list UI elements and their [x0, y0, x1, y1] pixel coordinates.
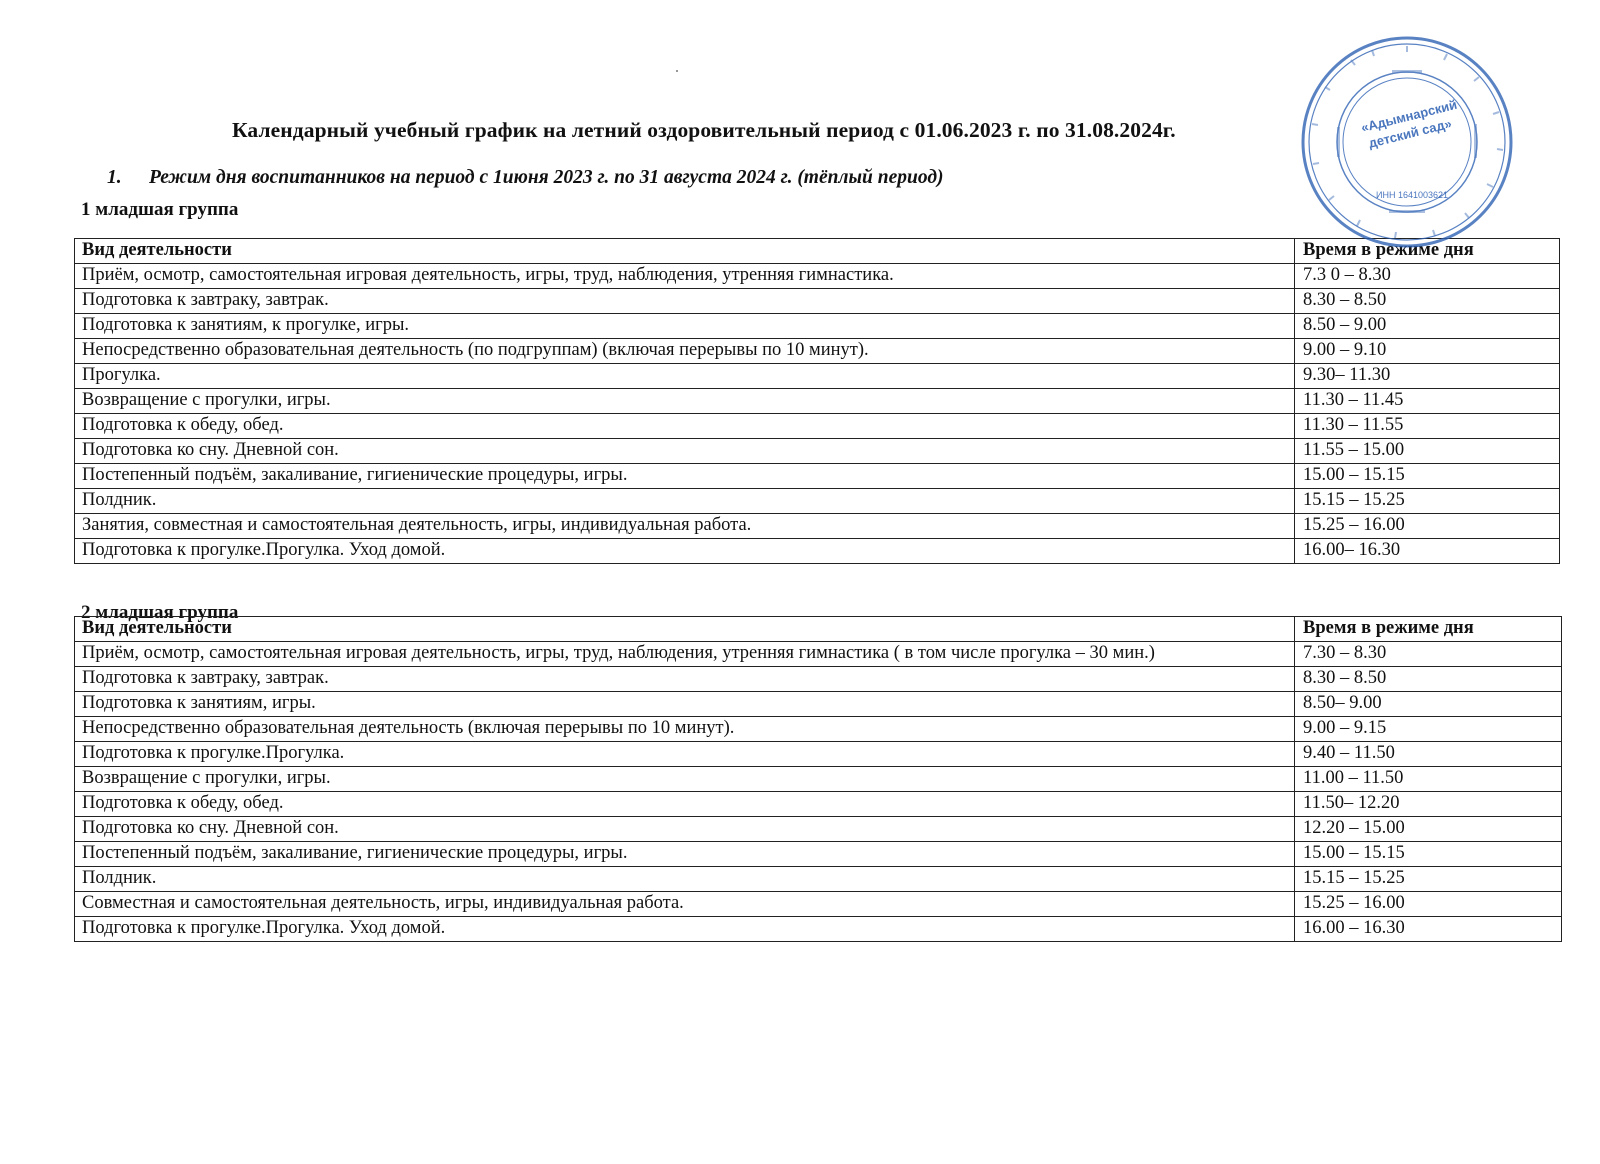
table-row: [75, 539, 1560, 564]
activity-cell: Подготовка к прогулке.Прогулка. Уход домой.: [75, 917, 1295, 942]
activity-cell: Подготовка к занятиям, к прогулке, игры.: [75, 314, 1295, 339]
activity-cell: Занятия, совместная и самостоятельная деятельность, игры, индивидуальная работа.: [75, 514, 1295, 539]
time-cell: 7.3 0 – 8.30: [1295, 264, 1560, 289]
activity-cell: Подготовка к завтраку, завтрак.: [75, 667, 1295, 692]
activity-cell: Непосредственно образовательная деятельность (по подгруппам) (включая перерывы по 10 минут).: [75, 339, 1295, 364]
activity-cell: Полдник.: [75, 867, 1295, 892]
time-cell: 11.30 – 11.55: [1295, 414, 1560, 439]
table-row: [75, 692, 1562, 717]
activity-cell: Постепенный подъём, закаливание, гигиенические процедуры, игры.: [75, 464, 1295, 489]
time-cell: 8.30 – 8.50: [1295, 667, 1562, 692]
time-cell: 15.00 – 15.15: [1295, 464, 1560, 489]
time-cell: 15.25 – 16.00: [1295, 892, 1562, 917]
section-number: 1.: [107, 167, 122, 188]
table-row: [75, 489, 1560, 514]
group-1-label: 1 младшая группа: [81, 199, 239, 220]
section-title: Режим дня воспитанников на период с 1июня 2023 г. по 31 августа 2024 г. (тёплый период): [149, 167, 944, 188]
activity-cell: Подготовка к прогулке.Прогулка.: [75, 742, 1295, 767]
time-cell: 8.50 – 9.00: [1295, 314, 1560, 339]
time-cell: 9.00 – 9.10: [1295, 339, 1560, 364]
group-2-schedule-table: [74, 616, 1562, 942]
activity-cell: Подготовка к обеду, обед.: [75, 792, 1295, 817]
activity-cell: Подготовка к занятиям, игры.: [75, 692, 1295, 717]
time-cell: 12.20 – 15.00: [1295, 817, 1562, 842]
time-cell: 8.50– 9.00: [1295, 692, 1562, 717]
table-row: [75, 817, 1562, 842]
section-heading: [107, 167, 944, 189]
time-cell: 11.55 – 15.00: [1295, 439, 1560, 464]
activity-cell: Подготовка к завтраку, завтрак.: [75, 289, 1295, 314]
activity-cell: Подготовка к прогулке.Прогулка. Уход домой.: [75, 539, 1295, 564]
activity-cell: Приём, осмотр, самостоятельная игровая деятельность, игры, труд, наблюдения, утренняя гимнастика.: [75, 264, 1295, 289]
activity-cell: Постепенный подъём, закаливание, гигиенические процедуры, игры.: [75, 842, 1295, 867]
table-row: [75, 892, 1562, 917]
table-row: [75, 767, 1562, 792]
time-cell: 7.30 – 8.30: [1295, 642, 1562, 667]
activity-cell: Прогулка.: [75, 364, 1295, 389]
table-row: [75, 717, 1562, 742]
table-row: [75, 339, 1560, 364]
time-cell: 16.00– 16.30: [1295, 539, 1560, 564]
table-row: [75, 314, 1560, 339]
time-column-header: Время в режиме дня: [1295, 239, 1560, 264]
activity-cell: Возвращение с прогулки, игры.: [75, 389, 1295, 414]
time-cell: 8.30 – 8.50: [1295, 289, 1560, 314]
time-cell: 9.00 – 9.15: [1295, 717, 1562, 742]
time-cell: 11.50– 12.20: [1295, 792, 1562, 817]
table-row: [75, 642, 1562, 667]
time-cell: 9.30– 11.30: [1295, 364, 1560, 389]
table-row: [75, 414, 1560, 439]
table-row: [75, 742, 1562, 767]
activity-column-header: Вид деятельности: [75, 617, 1295, 642]
activity-cell: Непосредственно образовательная деятельность (включая перерывы по 10 минут).: [75, 717, 1295, 742]
table-row: [75, 439, 1560, 464]
scan-speck: [676, 70, 678, 72]
activity-cell: Возвращение с прогулки, игры.: [75, 767, 1295, 792]
time-cell: 15.25 – 16.00: [1295, 514, 1560, 539]
document-title: Календарный учебный график на летний оздоровительный период с 01.06.2023 г. по 31.08.2024г.: [232, 118, 1176, 142]
table-row: [75, 514, 1560, 539]
table-row: [75, 464, 1560, 489]
activity-cell: Приём, осмотр, самостоятельная игровая деятельность, игры, труд, наблюдения, утренняя гимнастика ( в том числе прогулка – 30 мин.): [75, 642, 1295, 667]
time-cell: 11.00 – 11.50: [1295, 767, 1562, 792]
time-cell: 15.15 – 15.25: [1295, 867, 1562, 892]
table-row: [75, 867, 1562, 892]
time-cell: 15.00 – 15.15: [1295, 842, 1562, 867]
table-row: [75, 389, 1560, 414]
time-cell: 9.40 – 11.50: [1295, 742, 1562, 767]
group-2-label: 2 младшая группа: [81, 602, 239, 623]
group-1-schedule-table: [74, 238, 1560, 564]
activity-cell: Подготовка ко сну. Дневной сон.: [75, 817, 1295, 842]
activity-column-header: Вид деятельности: [75, 239, 1295, 264]
table-row: [75, 917, 1562, 942]
table-row: [75, 842, 1562, 867]
table-header-row: [75, 617, 1562, 642]
stamp-organization-name: «Адымнарский детский сад»: [1359, 96, 1459, 151]
table-row: [75, 289, 1560, 314]
activity-cell: Подготовка к обеду, обед.: [75, 414, 1295, 439]
table-row: [75, 264, 1560, 289]
activity-cell: Подготовка ко сну. Дневной сон.: [75, 439, 1295, 464]
activity-cell: Полдник.: [75, 489, 1295, 514]
table-row: [75, 364, 1560, 389]
activity-cell: Совместная и самостоятельная деятельность, игры, индивидуальная работа.: [75, 892, 1295, 917]
table-row: [75, 792, 1562, 817]
time-cell: 11.30 – 11.45: [1295, 389, 1560, 414]
time-cell: 16.00 – 16.30: [1295, 917, 1562, 942]
time-cell: 15.15 – 15.25: [1295, 489, 1560, 514]
table-row: [75, 667, 1562, 692]
stamp-inn: ИНН 1641003621: [1375, 190, 1449, 200]
time-column-header: Время в режиме дня: [1295, 617, 1562, 642]
